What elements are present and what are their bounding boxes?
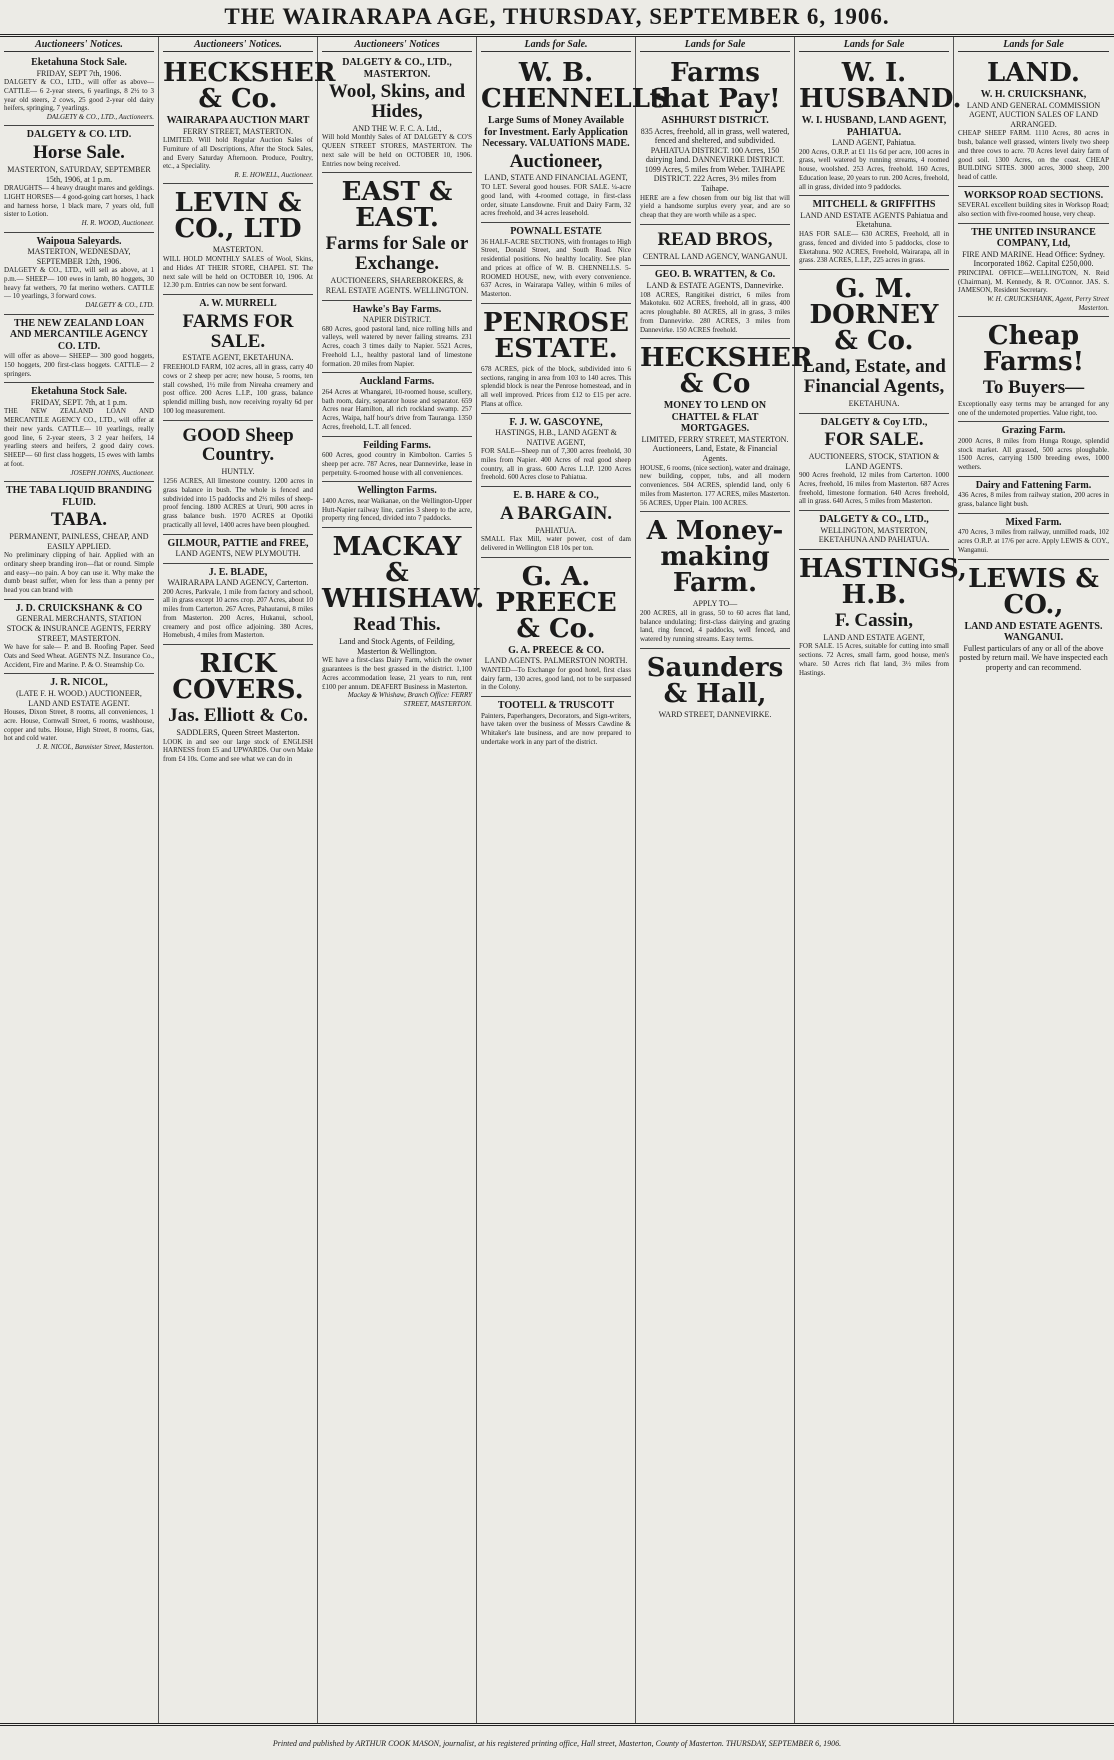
ad-display-title: Saunders & Hall,: [646, 652, 784, 709]
advertisement: [640, 512, 790, 649]
ad-display-title: MACKAY & WHISHAW.: [322, 532, 485, 615]
ad-signature: H. R. WOOD, Auctioneer.: [81, 219, 154, 228]
ad-subtitle: TABA.: [50, 509, 108, 531]
ad-heading: Dairy and Fattening Farm.: [975, 479, 1092, 491]
ad-body-text: 470 Acres, 3 miles from railway, unmilled roads, 102 acres O.R.P. at 17/6 per acre. Apply LEWIS & COY., Wanganui.: [958, 528, 1109, 554]
ad-body-text: WANTED—To Exchange for good hotel, first class dairy farm, 130 acres, good land, not to be surpassed in the Colony.: [481, 665, 631, 692]
ad-body-text: will offer as above— SHEEP— 300 good hoggets, 150 hoggets, 200 first-class hoggets. CATTLE— 2 springers.: [4, 352, 154, 378]
ad-subtitle: FOR SALE.: [824, 429, 924, 450]
advertisement: [799, 54, 962, 196]
ad-heading: MITCHELL & GRIFFITHS: [812, 199, 936, 211]
advertisement: [163, 421, 313, 535]
advertisement: [799, 550, 967, 682]
ad-heading: DALGETY & Coy LTD.,: [820, 416, 928, 428]
ad-signature: JOSEPH JOHNS, Auctioneer.: [70, 468, 154, 477]
ad-subheading: APPLY TO—: [692, 599, 738, 609]
ad-subheading: MASTERTON, SATURDAY, SEPTEMBER 15th, 1906, at 1 p.m.: [7, 164, 151, 184]
ad-heading: W. H. CRUICKSHANK,: [980, 89, 1087, 100]
ad-signature: J. R. NICOL, Bannister Street, Masterton.: [36, 743, 154, 752]
ad-display-title: LAND.: [987, 58, 1080, 88]
ad-display-title: W. B. CHENNELLS: [481, 58, 669, 114]
ad-subheading: LAND AND GENERAL COMMISSION AGENT, AUCTION SALES OF LAND ARRANGED.: [966, 100, 1101, 129]
ad-subheading: EKETAHUNA.: [848, 398, 900, 408]
advertisement: [481, 558, 631, 697]
ad-body-text: 200 ACRES, all in grass, 50 to 60 acres flat land, balance undulating; first-class dairying and grazing land, ring fenced, 4 paddocks, well fenced, and watered by running streams. Easy terms.: [640, 608, 790, 644]
ad-display-title: PENROSE ESTATE.: [483, 307, 629, 364]
ad-body-text: DRAUGHTS— 4 heavy draught mares and geldings. LIGHT HORSES— 4 good-going cart horses, 1 hack and harness horse, 1 black mare, 7 years old, full sister to Lotion.: [4, 184, 154, 219]
ad-subtitle: Wool, Skins, and Hides,: [328, 81, 466, 122]
advertisement: [481, 54, 669, 223]
ad-display-title: HASTINGS, H.B.: [799, 553, 967, 610]
ad-subheading: HASTINGS, H.B., LAND AGENT & NATIVE AGENT,: [495, 428, 617, 447]
ad-body-text: FOR SALE—Sheep run of 7,300 acres freehold, 30 miles from Napier. 400 Acres of real good sheep country, all in grass. 600 Acres L.I.P. 1200 Acres freehold. 600 Acres close to Pahiatua.: [481, 447, 631, 482]
ad-subheading: CENTRAL LAND AGENCY, WANGANUI.: [642, 251, 788, 261]
ad-body-text: 200 Acres, Parkvale, 1 mile from factory and school, all in grass except 10 acres crop. 207 Acres, about 10 miles from Carterton. 267 Acres, Pahautanui, 8 miles from Masterton. 200 Acres, Hukanui, school, creamery and post office adjoining. 380 Acres, Homebush, 4 miles from Masterton.: [163, 587, 313, 640]
ad-heading: THE TABA LIQUID BRANDING FLUID.: [5, 485, 153, 508]
ad-body-text: DALGETY & CO., LTD., will offer as above— CATTLE— 6 2-year steers, 6 yearlings, 8 2½ to 3 year old steers, 2 cows, 25 good 2-year old dairy heifers, springing, 7 yearlings.: [4, 78, 154, 113]
ad-subheading: LAND & ESTATE AGENTS, Dannevirke.: [646, 280, 784, 290]
advertisement: [481, 487, 631, 558]
ad-subtitle: Farms for Sale or Exchange.: [325, 233, 469, 275]
advertisement: [163, 295, 313, 420]
ad-body-text: No preliminary clipping of hair. Applied with an ordinary sheep branding iron—flat or round. Simple and easy—no pain. A boy can use it. Why make the dumb beast suffer, when for less than a penny per head you can brand with: [4, 551, 154, 595]
ad-body-text: Painters, Paperhangers, Decorators, and Sign-writers, have taken over the business of Messrs Cawdine & Whitaker's late business, and are now prepared to undertake work in any part of the district.: [481, 711, 631, 746]
ad-subheading: ESTATE AGENT, EKETAHUNA.: [182, 353, 294, 363]
ad-heading: WORKSOP ROAD SECTIONS.: [963, 189, 1104, 201]
ad-heading: E. B. HARE & CO.,: [513, 490, 599, 502]
ad-signature: DALGETY & CO., LTD.: [85, 301, 154, 310]
ad-heading: THE UNITED INSURANCE COMPANY, Ltd,: [971, 226, 1096, 250]
ad-body-text: 36 HALF-ACRE SECTIONS, with frontages to High Street, Donald Street, and South Road. Nice residential positions. No healthy locality. See plan and prices at office of W. B. CHENNELLS. 5-ROOMED HOUSE, new, with every convenience. 637 Acres, in Wairarapa Valley, within 6 miles of Masterton.: [481, 237, 631, 299]
advertisement: [799, 196, 949, 270]
advertisement: [322, 437, 472, 483]
advertisement: [481, 304, 631, 414]
advertisement: [481, 697, 631, 751]
ad-heading: DALGETY & CO., LTD.,: [819, 514, 929, 526]
ad-display-title: G. A. PREECE & Co.: [495, 561, 617, 644]
ad-display-title: Cheap Farms!: [982, 321, 1085, 377]
advertisement: [163, 184, 313, 295]
ad-body-text: 900 Acres freehold, 12 miles from Carterton. 1000 Acres, freehold, 16 miles from Masterton. 687 Acres freehold, limestone formation. 640 Acres freehold, all in grass. 640 Acres, 5 miles from Masterton.: [799, 471, 949, 506]
ad-display-title: A Money-making Farm.: [646, 516, 784, 599]
advertisement: [322, 301, 472, 374]
ad-heading: W. I. HUSBAND, LAND AGENT, PAHIATUA.: [801, 115, 947, 138]
column-4: [477, 37, 669, 1723]
ad-subtitle: Read This.: [353, 614, 441, 636]
ad-heading: Waipoua Saleyards.: [36, 235, 122, 247]
ad-subheading: NAPIER DISTRICT.: [362, 315, 432, 325]
ad-heading: Eketahuna Stock Sale.: [31, 57, 127, 68]
ad-display-title: LEWIS & CO.,: [968, 563, 1099, 620]
ad-heading: GEO. B. WRATTEN, & Co.: [654, 269, 776, 281]
column-3: [318, 37, 485, 1723]
ad-body-text: WE have a first-class Dairy Farm, which the owner guarantees is the best grassed in the district. 1,100 Acres accommodation lease, 21 years to run, rent £100 per annum. DEAFERT Business in Masterton.: [322, 656, 472, 691]
column-heading: Lands for Sale: [799, 37, 949, 52]
ad-subheading: FERRY STREET, MASTERTON.: [182, 126, 294, 136]
ad-subheading: GENERAL MERCHANTS, STATION STOCK & INSURANCE AGENTS, FERRY STREET, MASTERTON.: [6, 614, 152, 643]
ad-heading: LAND AND ESTATE AGENTS. WANGANUI.: [964, 620, 1103, 644]
ad-subheading: AUCTIONEERS, STOCK, STATION & LAND AGENTS.: [808, 451, 940, 471]
column-heading: Lands for Sale: [958, 37, 1109, 52]
advertisement: [958, 224, 1109, 317]
ad-subheading: MASTERTON.: [212, 245, 264, 255]
ad-subtitle: F. Cassin,: [835, 609, 913, 631]
advertisement: [163, 564, 313, 646]
ad-subheading: FRIDAY, SEPT. 7th, at 1 p.m.: [30, 397, 128, 407]
ad-display-title: LEVIN & CO., LTD: [174, 188, 302, 245]
ad-body-text: LOOK in and see our large stock of ENGLISH HARNESS from £5 and UPWARDS. Our own Make from £4 10s. Come and see what we can do in: [163, 737, 313, 764]
ad-heading: THE NEW ZEALAND LOAN AND MERCANTILE AGENCY CO. LTD.: [9, 317, 149, 352]
ad-body-text: TO LET. Several good houses. FOR SALE. ¼-acre good land, with 4-roomed cottage, in first-class order, situate Lansdowne. Fruit and Dairy Farm, 32 acres freehold, and 34 acres leasehold.: [481, 183, 631, 218]
ad-heading: TOOTELL & TRUSCOTT: [497, 700, 615, 712]
ad-body-text: 2000 Acres, 8 miles from Hunga Rouge, splendid stock market. All grassed, 500 acres ploughable. 1500 Acres, carrying 1500 breeding ewes, 1000 wethers.: [958, 436, 1109, 472]
ad-display-title: HECKSHER & Co: [640, 343, 813, 400]
ad-subheading: (LATE F. H. WOOD.) AUCTIONEER, LAND AND ESTATE AGENT.: [16, 688, 142, 708]
ad-subtitle: Horse Sale.: [33, 141, 125, 163]
ad-subheading: LAND AGENTS. PALMERSTON NORTH.: [484, 656, 628, 666]
ad-body-text: FOR SALE. 15 Acres, suitable for cutting into small sections. 72 Acres, small farm, good house, men's whare. 50 Acres rich flat land, 3½ miles from Hastings.: [799, 642, 949, 677]
ad-subheading: LAND AGENT, Pahiatua.: [832, 138, 916, 147]
advertisement: [4, 674, 154, 755]
ad-body-text: DALGETY & CO., LTD., will sell as above, at 1 p.m.— SHEEP— 100 ewes in lamb, 80 hoggets, 30 heavy fat wethers, 70 fat merino wethers. CATTLE— 10 yearlings, 3 forward cows.: [4, 266, 154, 301]
ad-subtitle: Land, Estate, and Financial Agents,: [802, 356, 946, 397]
ad-body-text: 678 ACRES, pick of the block, subdivided into 6 sections, ranging in area from 103 to 140 acres. This splendid block is near the Penrose homestead, and in all well improved. Prices from £12 to £15 per acre. Plans at office.: [481, 364, 631, 408]
advertisement: [4, 482, 154, 600]
ad-body-text: 200 Acres, O.R.P. at £1 11s 6d per acre, 100 acres in grass, well watered by running streams, 4 roomed house, woolshed. 253 Acres, freehold. 160 Acres, Education lease, 20 years to run. 200 Acres, freehold, all in grass, divided into 9 paddocks.: [799, 147, 949, 191]
ad-body-text: Will hold Monthly Sales of AT DALGETY & CO'S QUEEN STREET STORES, MASTERTON. The next sale will be held on OCTOBER 10, 1906. Entries now being received.: [322, 133, 472, 168]
ad-body-text: Exceptionally easy terms may be arranged for any one of the undernoted properties. Value right, too.: [958, 399, 1109, 417]
ad-heading: GILMOUR, PATTIE and FREE,: [167, 537, 309, 549]
column-7: [954, 37, 1113, 1723]
ad-signature: R. E. HOWELL, Auctioneer.: [234, 171, 313, 180]
masthead-title: THE WAIRARAPA AGE, THURSDAY, SEPTEMBER 6, 1906.: [0, 0, 1114, 37]
ad-subtitle: Jas. Elliott & Co.: [168, 705, 308, 727]
columns-container: [0, 37, 1114, 1723]
ad-body-text: 1400 Acres, near Waikanae, on the Wellington-Upper Hutt-Napier railway line, carries 3 sheep to the acre, property ring fenced, divided into 7 paddocks.: [322, 496, 472, 523]
column-heading: Auctioneers' Notices.: [4, 37, 154, 52]
ad-subheading: AND THE W. F. C. A. Ltd.,: [352, 123, 442, 133]
ad-subtitle: To Buyers—: [982, 377, 1085, 398]
advertisement: [4, 233, 154, 315]
ad-heading: J. R. NICOL,: [50, 677, 108, 689]
ad-body-text: SMALL Flax Mill, water power, cost of dam delivered in Wellington £18 10s per ton.: [481, 535, 631, 552]
ad-subheading: Land and Stock Agents, of Feilding, Masterton & Wellington.: [339, 637, 455, 656]
column-heading: Lands for Sale.: [481, 37, 631, 52]
ad-body-text: THE NEW ZEALAND LOAN AND MERCANTILE AGENCY CO., LTD., will offer at their new yards. CATTLE— 10 yearlings, really good line, 6 2-year steers, 3 2 year heifers, 14 yearling steers and heifers, 2 good dairy cows. SHEEP— 60 first class hoggets, 15 ewes with lambs at foot.: [4, 407, 154, 468]
ad-body-text: WILL HOLD MONTHLY SALES of Wool, Skins, and Hides AT THEIR STORE, CHAPEL ST. The next sale will be held on OCTOBER 10, 1906. At 12.30 p.m. Entries can now be sent forward.: [163, 255, 313, 290]
ad-heading: Mixed Farm.: [1005, 516, 1062, 528]
ad-body-text: Houses, Dixon Street, 8 rooms, all conveniences, 1 acre. House, Cornwall Street, 6 rooms, washhouse, copper and tubs. House, High Street, 8 rooms, Gas, hot and cold water.: [4, 708, 154, 743]
ad-heading: Eketahuna Stock Sale.: [31, 386, 127, 398]
ad-heading: Feilding Farms.: [363, 439, 431, 451]
ad-heading: J. D. CRUICKSHANK & CO: [15, 602, 143, 614]
ad-subheading: FIRE AND MARINE. Head Office: Sydney. Incorporated 1862. Capital £250,000.: [962, 249, 1105, 269]
ad-display-title: HECKSHER & Co.: [163, 58, 336, 114]
ad-subheading: SADDLERS, Queen Street Masterton.: [176, 728, 300, 738]
ad-body-text: 680 Acres, good pastoral land, nice rolling hills and valleys, well watered by never failing streams. 231 Acres, coach 3 times daily to Napier. 5521 Acres, Freehold L.I., healthy pastoral land of limestone formation. 20 miles from Napier.: [322, 324, 472, 368]
advertisement: [481, 223, 631, 304]
advertisement: [163, 54, 336, 184]
ad-subheading: LIMITED, FERRY STREET, MASTERTON. Auctioneers, Land, Estate, & Financial Agents.: [641, 434, 789, 463]
ad-subtitle: FARMS FOR SALE.: [182, 310, 294, 352]
ad-subheading: Fullest particulars of any or all of the above posted by return mail. We have inspected each property and can recommend.: [959, 643, 1108, 672]
ad-heading: ASHHURST DISTRICT.: [661, 115, 769, 126]
advertisement: [322, 54, 472, 173]
ad-subheading: PERMANENT, PAINLESS, CHEAP, AND EASILY APPLIED.: [9, 532, 149, 551]
ad-body-text: HERE are a few chosen from our big list that will yield a handsome surplus every year, and are so cheap that they are worth while as a spec.: [640, 193, 790, 220]
ad-subheading: WAIRARAPA LAND AGENCY, Carterton.: [167, 578, 309, 588]
advertisement: [799, 414, 949, 512]
ad-signature: W. H. CRUICKSHANK, Agent, Perry Street Masterton.: [986, 295, 1109, 312]
advertisement: [640, 225, 790, 267]
ad-subtitle: READ BROS,: [657, 228, 773, 250]
ad-body-text: HOUSE, 6 rooms, (nice section), water and drainage, new building, copper, tubs, and all modern conveniences. 504 ACRES, splendid land, only 6 miles from Masterton. 177 ACRES, miles Masterton. 56 ACRES, Upper Plain. 100 ACRES.: [640, 463, 790, 507]
advertisement: [4, 600, 154, 675]
column-1: [0, 37, 159, 1723]
ad-heading: POWNALL ESTATE: [510, 226, 602, 238]
ad-heading: DALGETY & CO., LTD., MASTERTON.: [342, 57, 452, 80]
column-2: [159, 37, 336, 1723]
ad-body-text: 108 ACRES, Rangitikei district, 6 miles from Makotuku. 602 ACRES, freehold, all in grass, 400 acres ploughable. 80 ACRES, all in grass, 3 miles from Dannevirke. 280 ACRES, 3 miles from Dannevirke. 150 ACRES freehold.: [640, 290, 790, 334]
advertisement: [958, 422, 1109, 477]
ad-heading: Large Sums of Money Available for Investment. Early Application Necessary. VALUATIONS MADE.: [482, 115, 630, 149]
ad-heading: WAIRARAPA AUCTION MART: [166, 115, 310, 126]
advertisement: [958, 54, 1109, 187]
column-5: [636, 37, 813, 1723]
ad-heading: F. J. W. GASCOYNE,: [509, 416, 603, 428]
ad-subheading: FRIDAY, SEPT 7th, 1906.: [36, 68, 122, 78]
advertisement: [481, 414, 631, 488]
ad-signature: DALGETY & CO., LTD., Auctioneers.: [46, 113, 154, 122]
advertisement: [163, 645, 313, 768]
ad-display-title: Farms that Pay!: [649, 58, 781, 114]
ad-body-text: HAS FOR SALE— 630 ACRES, Freehold, all in grass, fenced and divided into 5 paddocks, close to Eketahuna. 902 ACRES, Freehold, Wairarapa, all in grass. 238 ACRES, L.I.P., 225 acres in grass.: [799, 230, 949, 265]
ad-subtitle: Auctioneer,: [509, 150, 603, 172]
advertisement: [799, 270, 949, 413]
advertisement: [640, 339, 813, 512]
advertisement: [640, 266, 790, 339]
ad-subheading: WARD STREET, DANNEVIRKE.: [658, 709, 772, 719]
ad-subheading: LAND AGENTS, NEW PLYMOUTH.: [175, 549, 301, 559]
ad-heading: Hawke's Bay Farms.: [352, 303, 442, 315]
ad-subheading: MASTERTON, WEDNESDAY, SEPTEMBER 12th, 1906.: [27, 247, 131, 266]
ad-heading: Grazing Farm.: [1001, 425, 1066, 437]
ad-subheading: LAND, STATE AND FINANCIAL AGENT,: [484, 173, 628, 183]
advertisement: [640, 54, 790, 225]
ad-body-text: LIMITED. Will hold Regular Auction Sales of Furniture of all Descriptions, After the Stock Sales, and Every Saturday Afternoon. Produce, Poultry, etc., a Speciality.: [163, 136, 313, 171]
advertisement: [799, 511, 949, 550]
ad-body-text: FREEHOLD FARM, 102 acres, all in grass, carry 40 cows or 2 sheep per acre; new house, 5 rooms, ten stall cowshed, 1½ mile from Nireaha creamery and post office. 200 Acres L.I.P., 100 grass, balance splendid milling bush, now receiving royalty 6d per 100 log measurement.: [163, 363, 313, 415]
advertisement: [4, 315, 154, 384]
ad-heading: Wellington Farms.: [357, 485, 437, 497]
ad-heading: J. E. BLADE,: [208, 566, 268, 578]
advertisement: [640, 649, 790, 724]
advertisement: [322, 528, 485, 712]
ad-body-text: 264 Acres at Whangarei, 10-roomed house, scullery, bath room, dairy, separator house and separator. 659 Acres near Hamilton, all rich rockland swamp. 257 Acres, Waipa, half hour's drive from Tauranga. 1350 Acres, freehold, L.T. all fenced.: [322, 387, 472, 431]
advertisement: [322, 373, 472, 436]
ad-body-text: 600 Acres, good country in Kimbolton. Carries 5 sheep per acre. 787 Acres, near Dannevirke, lease in perpetuity. 6-roomed house with all conveniences.: [322, 451, 472, 477]
ad-display-title: EAST & EAST.: [341, 177, 453, 234]
ad-body-text: 436 Acres, 8 miles from railway station, 200 acres in grass, balance light bush.: [958, 491, 1109, 509]
ad-body-text: 1256 ACRES, All limestone country. 1200 acres in grass balance in bush. The whole is fenced and subdivided into 15 paddocks and 2½ miles of sheep-proof fencing. 1800 ACRES at Ururi, 900 acres in grass balance bush. 1970 ACRES at Opotiki practically all level, 1400 acres have been ploughed.: [163, 477, 313, 529]
ad-display-title: W. I. HUSBAND.: [799, 58, 962, 114]
ad-heading: G. A. PREECE & CO.: [508, 644, 604, 656]
ad-subheading: HUNTLY.: [221, 467, 255, 477]
ad-subheading: 835 Acres, freehold, all in grass, well watered, fenced and sheltered, and subdivided. PAHIATUA DISTRICT. 100 Acres, 150 dairying land. DANNEVIRKE DISTRICT. 1099 Acres, 5 miles from Weber. TAIHAPE DISTRICT. 222 Acres, 3½ miles from Taihape.: [640, 126, 790, 194]
column-6: [795, 37, 967, 1723]
ad-subheading: PAHIATUA.: [535, 525, 577, 535]
advertisement: [958, 560, 1109, 677]
advertisement: [958, 187, 1109, 224]
ad-subheading: WELLINGTON, MASTERTON, EKETAHUNA AND PAHIATUA.: [818, 525, 930, 545]
ad-body-text: SEVERAL excellent building sites in Worksop Road; also section with five-roomed house, very cheap.: [958, 201, 1109, 219]
ad-subheading: LAND AND ESTATE AGENT,: [823, 632, 925, 642]
ad-body-text: CHEAP SHEEP FARM. 1110 Acres, 80 acres in bush, balance well grassed, winters lively two sheep and three cows to acre. 70 Acres level dairy farm of good soil. 1300 Acres, on the coast. CHEAP BUILDING SITES. 3000 acres, 3000 sheep, 200 head of cattle.: [958, 129, 1109, 182]
ad-display-title: G. M. DORNEY & Co.: [809, 274, 939, 357]
ad-subtitle: A BARGAIN.: [500, 502, 612, 524]
advertisement: [322, 482, 472, 528]
imprint-footer: Printed and published by ARTHUR COOK MASON, journalist, at his registered printing office, Hall street, Masterton, County of Masterton. THURSDAY, SEPTEMBER 6, 1906.: [0, 1723, 1114, 1760]
advertisement: [322, 173, 472, 300]
advertisement: [958, 514, 1109, 560]
advertisement: [958, 317, 1109, 422]
ad-heading: Auckland Farms.: [359, 376, 435, 388]
column-heading: Auctioneers' Notices: [322, 37, 472, 52]
advertisement: [958, 477, 1109, 514]
ad-signature: Mackay & Whishaw, Branch Office: FERRY STREET, MASTERTON.: [347, 691, 472, 708]
advertisement: [4, 54, 154, 126]
ad-body-text: We have for sale— P. and B. Roofing Paper. Seed Oats and Seed Wheat. AGENTS N.Z. Insurance Co., Accident, Fire and Marine. P. & O. Steamship Co.: [4, 643, 154, 669]
ad-subtitle: GOOD Sheep Country.: [182, 424, 294, 466]
advertisement: [4, 126, 154, 232]
ad-body-text: PRINCIPAL OFFICE—WELLINGTON, N. Reid (Chairman), M. Kennedy, & R. O'Connor. JAS. S. JAMESON, Resident Secretary.: [958, 268, 1109, 295]
ad-heading: DALGETY & CO. LTD.: [26, 129, 132, 141]
ad-heading: MONEY TO LEND ON CHATTEL & FLAT MORTGAGES.: [663, 400, 767, 435]
ad-subheading: LAND AND ESTATE AGENTS Pahiatua and Eketahuna.: [800, 210, 948, 230]
ad-heading: A. W. MURRELL: [199, 298, 277, 310]
ad-display-title: RICK COVERS.: [172, 649, 304, 706]
ad-subheading: AUCTIONEERS, SHAREBROKERS, & REAL ESTATE AGENTS. WELLINGTON.: [325, 276, 469, 295]
column-heading: Auctioneers' Notices.: [163, 37, 313, 52]
column-heading: Lands for Sale: [640, 37, 790, 52]
advertisement: [163, 535, 313, 564]
advertisement: [4, 383, 154, 482]
